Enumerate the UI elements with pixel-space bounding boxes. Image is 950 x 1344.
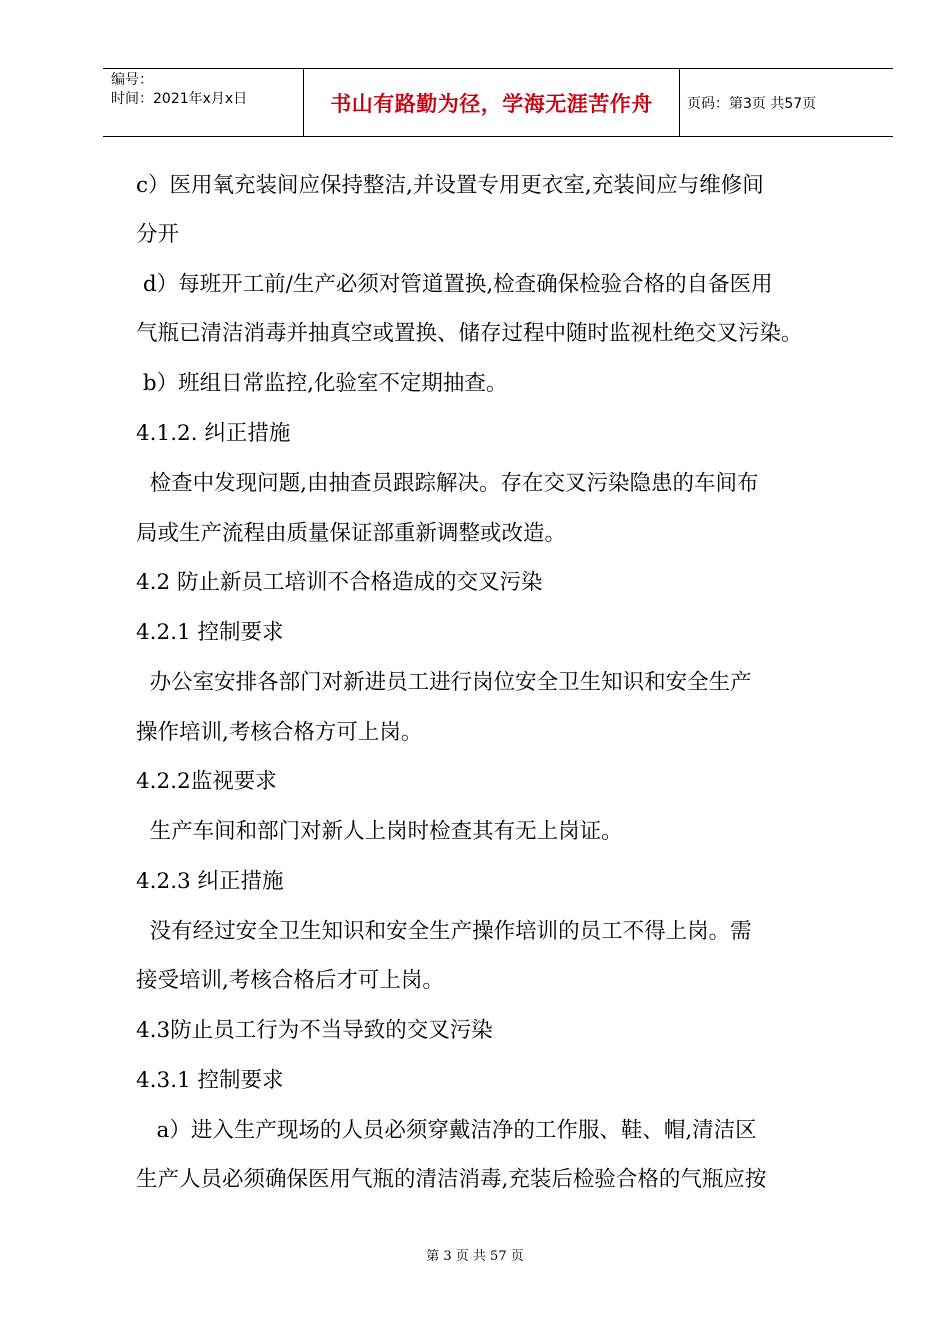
body-line: 办公室安排各部门对新进员工进行岗位安全卫生知识和安全生产 bbox=[136, 670, 752, 695]
document-number-label: 编号： bbox=[111, 72, 153, 88]
page-footer: 第 3 页 共 57 页 bbox=[426, 1249, 524, 1264]
section-heading: 4.2.3 纠正措施 bbox=[136, 869, 284, 894]
section-heading: 4.2.1 控制要求 bbox=[136, 620, 284, 645]
body-line: d）每班开工前/生产必须对管道置换,检查确保检验合格的自备医用 bbox=[136, 272, 773, 297]
section-heading: 4.3.1 控制要求 bbox=[136, 1068, 284, 1093]
body-line: 气瓶已清洁消毒并抽真空或置换、储存过程中随时监视杜绝交叉污染。 bbox=[136, 321, 803, 346]
section-heading: 4.1.2. 纠正措施 bbox=[136, 421, 291, 446]
body-line: a）进入生产现场的人员必须穿戴洁净的工作服、鞋、帽,清洁区 bbox=[136, 1118, 757, 1143]
body-line: 生产人员必须确保医用气瓶的清洁消毒,充装后检验合格的气瓶应按 bbox=[136, 1167, 767, 1192]
body-line: 分开 bbox=[136, 222, 180, 247]
header-motto: 书山有路勤为径，学海无涯苦作舟 bbox=[303, 69, 680, 136]
body-line: c）医用氧充装间应保持整洁,并设置专用更衣室,充装间应与维修间 bbox=[136, 173, 764, 198]
body-line: 操作培训,考核合格方可上岗。 bbox=[136, 720, 423, 745]
body-line: b）班组日常监控,化验室不定期抽查。 bbox=[136, 371, 508, 396]
section-heading: 4.2 防止新员工培训不合格造成的交叉污染 bbox=[136, 570, 543, 595]
body-line: 接受培训,考核合格后才可上岗。 bbox=[136, 968, 444, 993]
body-line: 生产车间和部门对新人上岗时检查其有无上岗证。 bbox=[136, 819, 623, 844]
body-line: 检查中发现问题,由抽查员跟踪解决。存在交叉污染隐患的车间布 bbox=[136, 471, 759, 496]
section-heading: 4.2.2监视要求 bbox=[136, 769, 277, 794]
header-page-label: 页码：第3页 共57页 bbox=[687, 95, 817, 112]
document-time-label: 时间：2021年x月x日 bbox=[111, 91, 248, 107]
body-line: 局或生产流程由质量保证部重新调整或改造。 bbox=[136, 521, 567, 546]
header-meta bbox=[103, 69, 303, 136]
body-line: 没有经过安全卫生知识和安全生产操作培训的员工不得上岗。需 bbox=[136, 919, 752, 944]
page-header bbox=[103, 68, 893, 137]
section-heading: 4.3防止员工行为不当导致的交叉污染 bbox=[136, 1018, 493, 1043]
